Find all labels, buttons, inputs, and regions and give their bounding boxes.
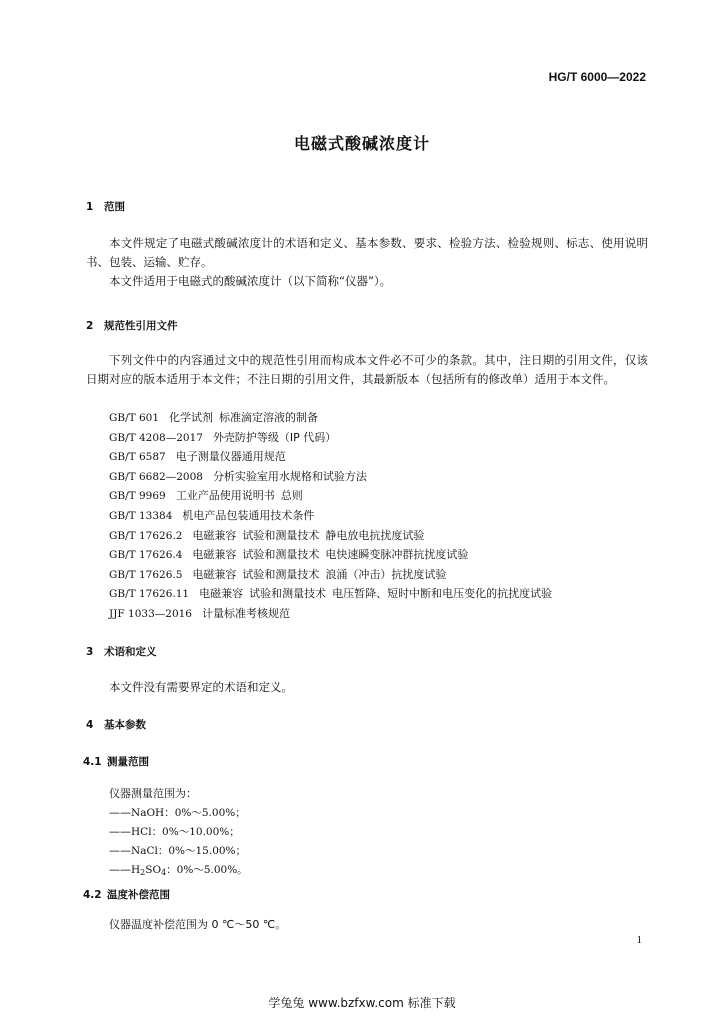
reference-code: JJF 1033—2016	[109, 608, 192, 620]
range-value: ：0%～5.00%。	[166, 864, 248, 876]
paragraph: 本文件没有需要界定的术语和定义。	[109, 680, 293, 694]
reference-title-part: 电快速瞬变脉冲群抗扰度试验	[325, 548, 469, 562]
range-value: ：0%～15.00%；	[157, 845, 247, 857]
reference-title-part: 计量标准考核规范	[202, 607, 290, 620]
reference-code: GB/T 13384	[109, 510, 173, 522]
page-number: 1	[636, 934, 642, 946]
section-number: 4.2	[83, 889, 102, 901]
reference-item	[109, 429, 336, 445]
reference-title-part: 化学试剂	[169, 411, 214, 424]
range-value: ：0%～10.00%；	[151, 826, 240, 838]
section-title: 测量范围	[107, 756, 149, 768]
watermark-footer: 学兔兔 www.bzfxw.com 标准下载	[268, 996, 456, 1010]
reference-title-part: 静电放电抗扰度试验	[325, 528, 425, 542]
reference-title-part: 电磁兼容	[192, 567, 237, 581]
document-title: 电磁式酸碱浓度计	[293, 134, 430, 153]
reference-title-part: 电磁兼容	[192, 548, 237, 562]
section-title: 温度补偿范围	[107, 889, 170, 901]
reference-title-part: 总则	[280, 489, 303, 503]
section-title: 范围	[104, 201, 125, 213]
range-item-nacl	[109, 843, 246, 858]
reference-code: GB/T 17626.4	[109, 549, 183, 562]
chemical-name: $H_2SO_4$	[131, 864, 167, 877]
range-item-hcl	[109, 824, 240, 839]
reference-item	[109, 605, 290, 621]
section-number: 3	[86, 646, 94, 658]
section-number: 1	[86, 201, 94, 213]
reference-code: GB/T 17626.11	[109, 588, 190, 601]
measurement-range-intro: 仪器测量范围为：	[109, 787, 197, 800]
dash: ——	[109, 806, 131, 819]
reference-title-part: 浪涌（冲击）抗扰度试验	[325, 567, 447, 581]
reference-title-part: 试验和测量技术	[242, 528, 320, 542]
reference-item	[109, 566, 446, 582]
section-4-1-heading	[83, 754, 149, 769]
reference-title-part: 电磁兼容	[192, 528, 237, 542]
reference-title-part: 电子测量仪器通用规范	[175, 450, 286, 464]
section-4-2-body: 仪器温度补偿范围为 0 ℃～50 ℃。	[109, 918, 287, 931]
reference-item	[109, 527, 424, 543]
reference-title-part: 机电产品包装通用技术条件	[182, 509, 315, 522]
section-1-heading	[86, 199, 125, 214]
standard-number: HG/T 6000—2022	[548, 70, 646, 84]
section-title: 基本参数	[104, 719, 146, 731]
reference-item	[109, 448, 286, 464]
dash: ——	[109, 863, 131, 876]
dash: ——	[109, 844, 131, 857]
reference-title-part: 电磁兼容	[199, 587, 244, 601]
section-3-heading	[86, 644, 157, 659]
section-1-body	[86, 234, 648, 291]
reference-code: GB/T 4208—2017	[109, 431, 203, 444]
reference-item	[109, 585, 552, 601]
section-2-intro	[86, 351, 648, 389]
paragraph: 本文件适用于电磁式的酸碱浓度计（以下简称“仪器”）。	[109, 274, 392, 288]
reference-code: GB/T 9969	[109, 490, 166, 503]
chemical-name: NaCl	[131, 845, 158, 857]
section-2-heading	[86, 318, 178, 333]
reference-title-part: 试验和测量技术	[242, 548, 320, 562]
range-value: ：0%～5.00%；	[164, 807, 246, 819]
section-4-heading	[86, 717, 146, 732]
reference-title-part: 试验和测量技术	[249, 587, 327, 601]
range-item-h2so4	[109, 862, 248, 877]
reference-title-part: 试验和测量技术	[242, 567, 320, 581]
reference-title-part: 电压暂降、短时中断和电压变化的抗扰度试验	[332, 587, 553, 601]
reference-item	[109, 546, 468, 562]
section-title: 术语和定义	[104, 646, 157, 658]
range-item-naoh	[109, 805, 246, 820]
reference-title-part: 工业产品使用说明书	[175, 489, 275, 503]
reference-code: GB/T 17626.2	[109, 529, 183, 542]
section-4-2-heading	[83, 887, 170, 902]
reference-item	[109, 409, 318, 425]
section-title: 规范性引用文件	[104, 320, 178, 332]
reference-title-part: 分析实验室用水规格和试验方法	[212, 469, 367, 483]
chemical-name: NaOH	[131, 807, 165, 819]
section-number: 2	[86, 320, 94, 332]
reference-item	[109, 468, 367, 484]
reference-item	[109, 487, 303, 503]
dash: ——	[109, 825, 131, 838]
section-number: 4	[86, 719, 94, 731]
reference-title-part: 标准滴定溶液的制备	[219, 411, 319, 424]
reference-code: GB/T 6682—2008	[109, 470, 203, 483]
paragraph: 下列文件中的内容通过文中的规范性引用而构成本文件必不可少的条款。其中，注日期的引用文件，仅该日期对应的版本适用于本文件；不注日期的引用文件，其最新版本（包括所有的修改单）适用于本文件。	[86, 353, 648, 386]
chemical-name: HCl	[131, 826, 152, 838]
section-3-body	[86, 678, 648, 697]
reference-code: GB/T 6587	[109, 451, 166, 464]
section-number: 4.1	[83, 756, 102, 768]
reference-title-part: 外壳防护等级（IP 代码）	[212, 430, 337, 444]
reference-code: GB/T 601	[109, 412, 160, 424]
reference-item	[109, 507, 314, 523]
paragraph: 本文件规定了电磁式酸碱浓度计的术语和定义、基本参数、要求、检验方法、检验规则、标志、使用说明书、包装、运输、贮存。	[86, 236, 648, 269]
reference-code: GB/T 17626.5	[109, 568, 183, 581]
